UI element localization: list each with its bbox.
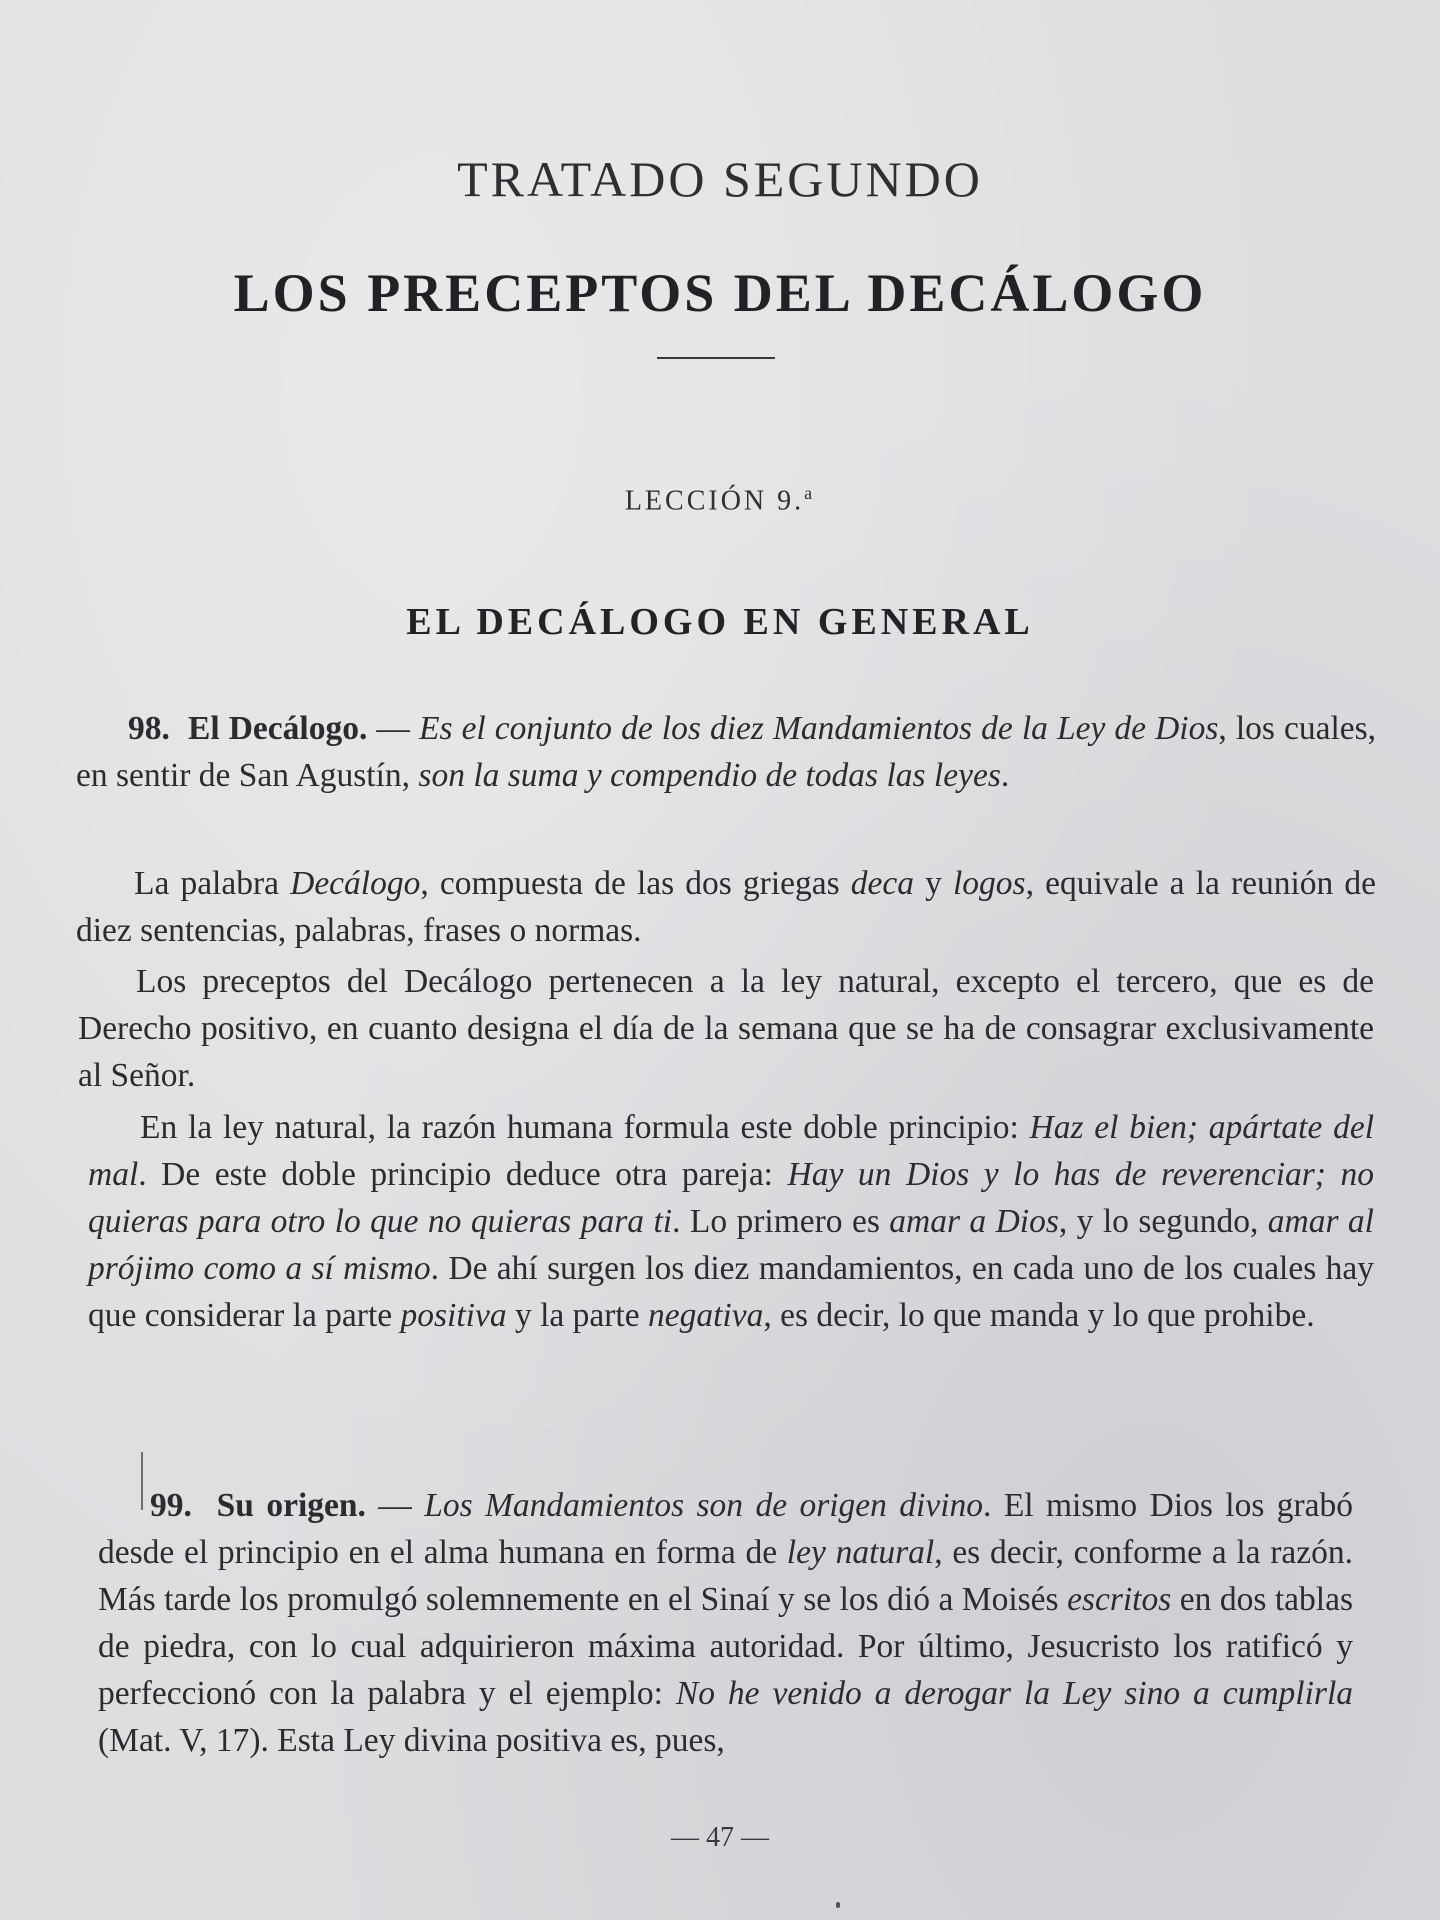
emphasis-text: escritos bbox=[1067, 1581, 1172, 1618]
ink-speck bbox=[836, 1902, 840, 1908]
lesson-label: LECCIÓN 9. bbox=[624, 485, 805, 517]
dash: — bbox=[367, 710, 419, 747]
lesson-ordinal: a bbox=[804, 483, 816, 503]
body-text: en dos tablas de piedra, con lo cual adquirieron máxima autoridad. Por último, Jesucristo los ratificó y perfeccionó con la palabra y el ejemplo: bbox=[98, 1581, 1354, 1712]
emphasis-text: son la suma y compendio de todas las leyes bbox=[418, 757, 1001, 794]
lesson-subtitle: EL DECÁLOGO EN GENERAL bbox=[406, 601, 1034, 643]
body-text: y bbox=[914, 865, 953, 902]
dash: — bbox=[365, 1487, 425, 1524]
paragraph-principles bbox=[88, 1104, 1374, 1339]
paragraph-decalogo-word bbox=[76, 860, 1376, 954]
section-number: 98. bbox=[128, 710, 170, 747]
section-number: 99. bbox=[150, 1487, 192, 1524]
emphasis-text: amar al prójimo como a sí mismo bbox=[88, 1203, 1374, 1287]
body-text: . De ahí surgen los diez mandamientos, en cada uno de los cuales hay que considerar la parte bbox=[88, 1250, 1374, 1334]
paragraph-natural-law: Los preceptos del Decálogo pertenecen a la ley natural, excepto el tercero, que es de Derecho positivo, en cuanto designa el día de la semana que se ha de consagrar exclusivamente al Señor. bbox=[78, 963, 1374, 1094]
body-text: . El mismo Dios los grabó desde el principio en el alma humana en forma de bbox=[98, 1487, 1354, 1571]
title-divider bbox=[657, 357, 775, 359]
body-text: , es decir, lo que manda y lo que prohibe. bbox=[763, 1297, 1315, 1334]
lesson-heading bbox=[0, 483, 1440, 517]
body-text: En la ley natural, la razón humana formula este doble principio: bbox=[140, 1109, 1030, 1146]
paragraph-99 bbox=[98, 1482, 1353, 1764]
body-text: . De este doble principio deduce otra pareja: bbox=[138, 1156, 788, 1193]
body-text: , y lo segundo, bbox=[1058, 1203, 1268, 1240]
emphasis-text: logos bbox=[953, 865, 1026, 902]
emphasis-text: deca bbox=[850, 865, 915, 902]
emphasis-text: negativa bbox=[647, 1297, 764, 1334]
emphasis-text: Haz el bien; apártate del mal bbox=[88, 1109, 1375, 1193]
body-text: , es decir, conforme a la razón. Más tarde los promulgó solemnemente en el Sinaí y se los dió a Moisés bbox=[98, 1534, 1353, 1618]
body-text: , los cuales, en sentir de San Agustín, bbox=[76, 710, 1377, 794]
body-text: , equivale a la reunión de diez sentencias, palabras, frases o normas. bbox=[76, 865, 1376, 949]
body-text: (Mat. V, 17). Esta Ley divina positiva es, pues, bbox=[98, 1722, 725, 1759]
page-title: LOS PRECEPTOS DEL DECÁLOGO bbox=[233, 263, 1207, 323]
body-text: , compuesta de las dos griegas bbox=[420, 865, 851, 902]
body-text: La palabra bbox=[134, 865, 291, 902]
emphasis-text: Decálogo bbox=[290, 865, 421, 902]
emphasis-text: Hay un Dios y lo has de reverenciar; no quieras para otro lo que no quieras para ti bbox=[88, 1156, 1374, 1240]
definition-text: Es el conjunto de los diez Mandamientos de la Ley de Dios bbox=[419, 710, 1219, 747]
treatise-heading: TRATADO SEGUNDO bbox=[457, 151, 983, 207]
emphasis-text: ley natural bbox=[786, 1534, 935, 1571]
emphasis-text: amar a Dios bbox=[889, 1203, 1059, 1240]
quotation-text: No he venido a derogar la Ley sino a cumplirla bbox=[675, 1675, 1353, 1712]
section-heading: Su origen. bbox=[216, 1487, 366, 1524]
emphasis-text: Los Mandamientos son de origen divino bbox=[424, 1487, 984, 1524]
emphasis-text: positiva bbox=[400, 1297, 507, 1334]
body-text: . Lo primero es bbox=[672, 1203, 890, 1240]
body-text: . bbox=[1000, 757, 1010, 794]
paragraph-98 bbox=[76, 705, 1376, 799]
body-text: y la parte bbox=[506, 1297, 648, 1334]
section-heading: El Decálogo. bbox=[188, 710, 368, 747]
page-number: — 47 — bbox=[671, 1822, 769, 1853]
